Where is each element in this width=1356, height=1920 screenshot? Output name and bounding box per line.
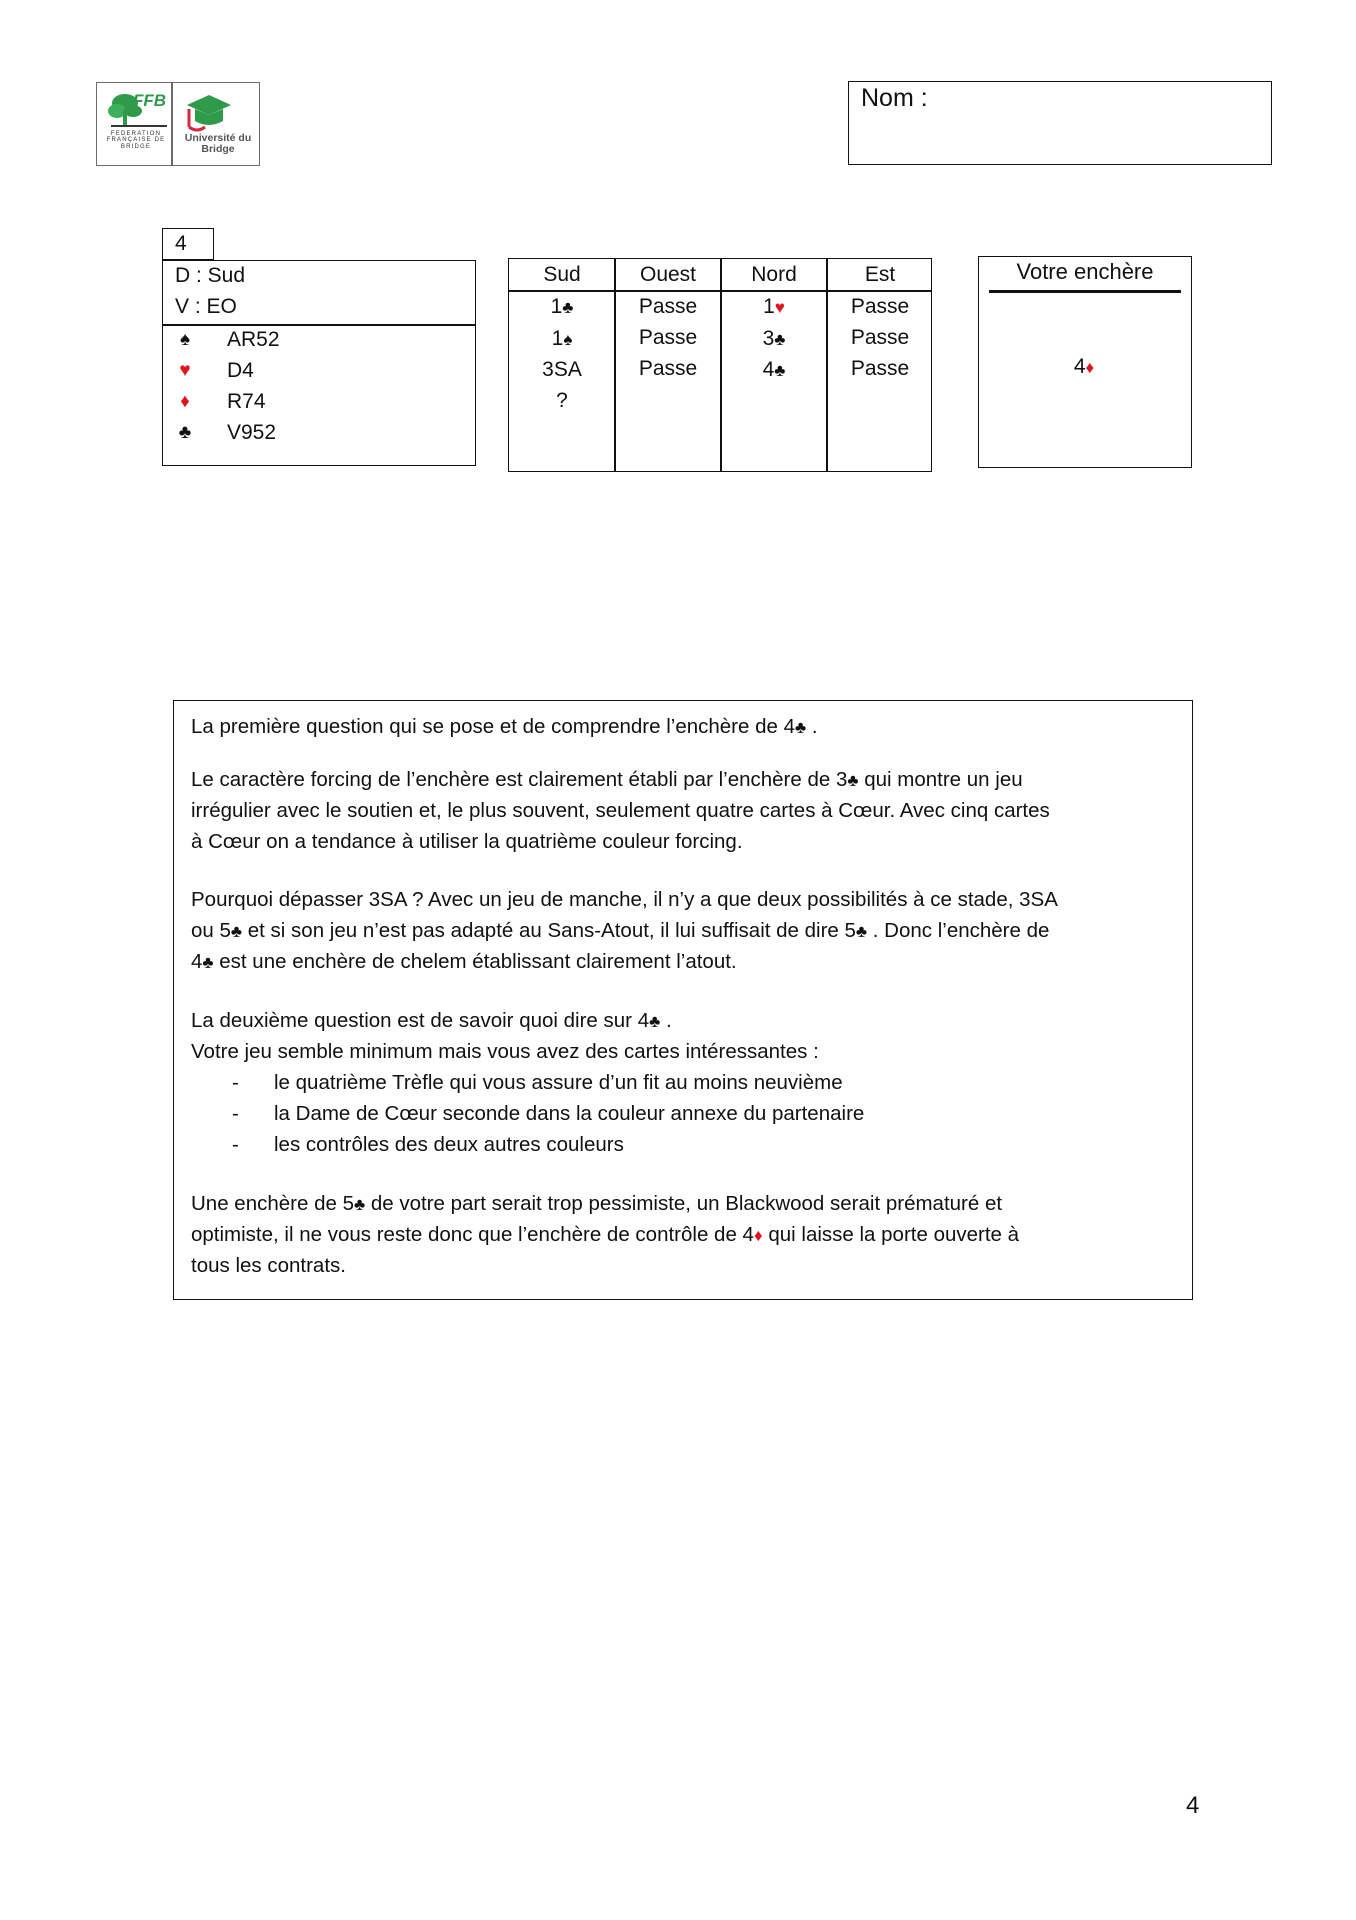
paragraph-line: à Cœur on a tendance à utiliser la quatrième couleur forcing. [191,830,743,853]
list-item: la Dame de Cœur seconde dans la couleur annexe du partenaire [274,1102,865,1125]
bid-cell: 1♣ [550,295,574,318]
paragraph-line: irrégulier avec le soutien et, le plus souvent, seulement quatre cartes à Cœur. Avec cinq cartes [191,799,1050,822]
bid-cell: Passe [850,326,910,349]
vulnerability: V : EO [175,295,237,318]
bullet-dash: - [232,1071,239,1094]
diamond-icon: ♦ [1085,358,1095,377]
bid-cell: ? [556,389,568,412]
spade-icon: ♠ [179,329,191,350]
paragraph-line: 4♣ est une enchère de chelem établissant clairement l’atout. [191,950,737,973]
spade-icon: ♠ [563,330,573,349]
name-label: Nom : [861,84,928,112]
explanation-box [173,700,1193,1300]
club-icon: ♣ [562,298,574,317]
bid-cell: 4♣ [762,358,786,381]
hand-box [162,260,476,466]
club-icon: ♣ [774,361,786,380]
bidding-table [508,258,932,472]
dealer: D : Sud [175,264,246,287]
bullet-dash: - [232,1102,239,1125]
diamond-cards: R74 [227,390,266,413]
paragraph-line: Pourquoi dépasser 3SA ? Avec un jeu de manche, il n’y a que deux possibilités à ce stade, 3SA [191,888,1058,911]
heart-icon: ♥ [774,298,785,317]
heart-icon: ♥ [179,360,191,381]
bid-cell: 1♥ [763,295,785,318]
paragraph-line: Le caractère forcing de l’enchère est clairement établi par l’enchère de 3♣ qui montre un jeu [191,768,1023,791]
bid-cell: Passe [638,326,698,349]
header-ouest: Ouest [639,263,697,286]
bid-cell: Passe [638,295,698,318]
bid-cell: 3SA [542,358,582,381]
ub-caption: Université du Bridge [184,132,252,155]
paragraph-line: Une enchère de 5♣ de votre part serait trop pessimiste, un Blackwood serait prématuré et [191,1192,1003,1215]
list-item: le quatrième Trèfle qui vous assure d’un fit au moins neuvième [274,1071,843,1094]
bid-cell: 3♣ [762,327,786,350]
paragraph: La première question qui se pose et de comprendre l’enchère de 4♣ . [191,715,818,738]
answer-box [978,256,1192,468]
header-sud: Sud [543,263,581,286]
logo [96,82,260,166]
answer-title: Votre enchère [1016,259,1154,284]
bid-cell: Passe [850,357,910,380]
ffb-mark: FFB [133,91,167,110]
header-est: Est [864,263,896,286]
bullet-dash: - [232,1133,239,1156]
paragraph-line: Votre jeu semble minimum mais vous avez des cartes intéressantes : [191,1040,819,1063]
header-nord: Nord [751,263,797,286]
list-item: les contrôles des deux autres couleurs [274,1133,624,1156]
answer-bid: 4♦ [1073,355,1095,378]
club-icon: ♣ [353,1195,366,1214]
bid-cell: Passe [850,295,910,318]
spade-cards: AR52 [227,328,280,351]
paragraph-line: La deuxième question est de savoir quoi dire sur 4♣ . [191,1009,672,1032]
ffb-caption: FEDERATION FRANÇAISE DE BRIDGE [106,131,166,150]
club-cards: V952 [227,421,277,444]
club-icon: ♣ [649,1012,661,1031]
name-field[interactable] [848,81,1272,165]
page-number: 4 [1186,1792,1200,1819]
club-icon: ♣ [230,922,243,941]
club-icon: ♣ [202,953,214,972]
club-icon: ♣ [855,922,868,941]
club-icon: ♣ [847,771,859,790]
bid-cell: 1♠ [551,327,573,350]
club-icon: ♣ [774,330,786,349]
club-icon: ♣ [795,718,807,737]
diamond-icon: ♦ [180,391,190,412]
paragraph-line: tous les contrats. [191,1254,346,1277]
club-icon: ♣ [178,422,192,443]
paragraph-line: ou 5♣ et si son jeu n’est pas adapté au Sans-Atout, il lui suffisait de dire 5♣ . Donc l’enchère de [191,919,1050,942]
paragraph-line: optimiste, il ne vous reste donc que l’enchère de contrôle de 4♦ qui laisse la porte ouverte à [191,1223,1020,1246]
heart-cards: D4 [227,359,254,382]
diamond-icon: ♦ [753,1226,763,1245]
deal-number: 4 [162,228,214,260]
bid-cell: Passe [638,357,698,380]
